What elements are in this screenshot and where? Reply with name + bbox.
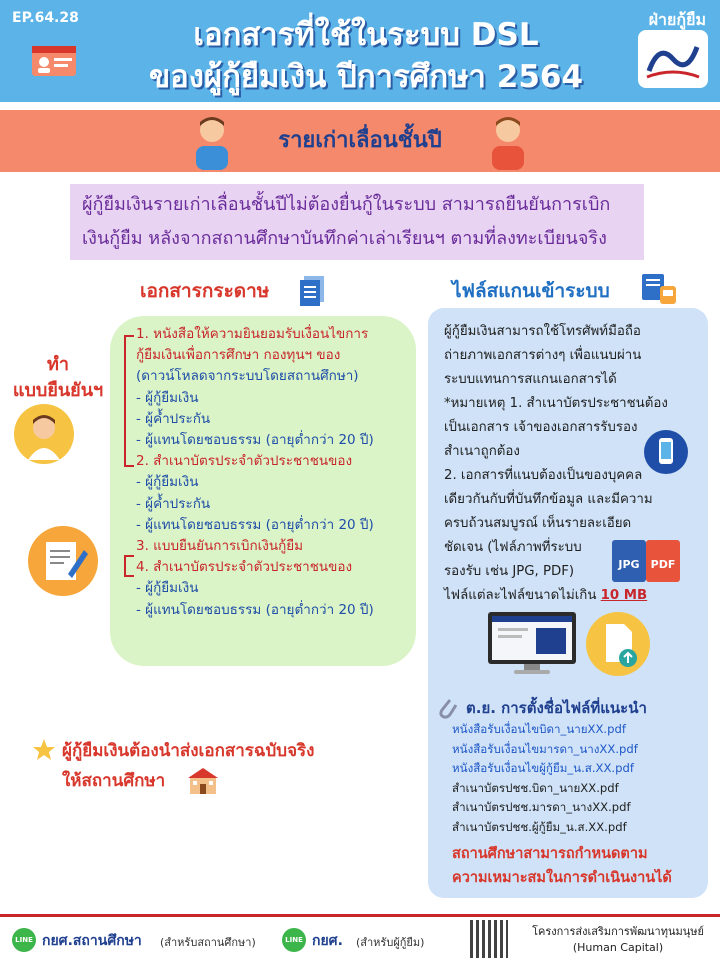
scanner-icon [638,270,678,306]
doc-list-item: กู้ยืมเงินเพื่อการศึกษา กองทุนฯ ของ [136,347,341,364]
file-naming-note [452,842,702,890]
id-card-icon [30,42,78,80]
scan-instruction-line: ระบบแทนการสแกนเอกสารได้ [444,372,617,387]
document-icon [296,274,328,308]
note-line-1: ผู้กู้ยืมเงินต้องนำส่งเอกสารฉบับจริง [62,741,315,761]
file-name-example: หนังสือรับเงื่อนไขบิดา_นายXX.pdf [452,722,626,736]
project-line-1: โครงการส่งเสริมการพัฒนาทุนมนุษย์ [532,925,704,938]
line-account-institution[interactable]: กยศ.สถานศึกษา [42,933,142,949]
doc-list-subitem: - ผู้กู้ยืมเงิน [136,389,199,406]
student-avatar-icon [190,114,234,170]
doc-list-subitem: - ผู้แทนโดยชอบธรรม (อายุต่ำกว่า 20 ปี) [136,601,374,618]
intro-line-2: เงินกู้ยืม หลังจากสถานศึกษาบันทึกค่าเล่าเรียนฯ ตามที่ลงทะเบียนจริง [82,228,607,249]
note-line-2: ให้สถานศึกษา [62,771,166,791]
confirm-label-line-2: แบบยืนยันฯ [12,380,104,401]
doc-list-subitem: - ผู้กู้ยืมเงิน [136,580,199,597]
doc-list-subitem: - ผู้ค้ำประกัน [136,495,211,512]
qr-code[interactable] [470,920,508,958]
logo-icon [643,37,703,81]
line-account-borrower-note: (สำหรับผู้กู้ยืม) [356,936,425,949]
bracket-line [124,335,134,467]
line-account-borrower[interactable]: กยศ. [312,933,343,949]
paperclip-icon [436,694,458,720]
file-name-example: หนังสือรับเงื่อนไขมารดา_นางXX.pdf [452,741,638,756]
naming-note-line-1: สถานศึกษาสามารถกำหนดตาม [452,846,648,862]
scan-instruction-line: สำเนาถูกต้อง [444,444,520,459]
footer-divider [0,914,720,917]
pdf-file-icon: PDF [646,540,680,582]
size-limit-text: ไฟล์แต่ละไฟล์ขนาดไม่เกิน [444,588,597,603]
scan-instruction-line: ครบถ้วนสมบูรณ์ เห็นรายละเอียด [444,516,632,531]
title-line-2: ของผู้กู้ยืมเงิน ปีการศึกษา 2564 [148,59,584,95]
doc-list-subitem: - ผู้ค้ำประกัน [136,410,211,427]
page-title [96,14,636,98]
subheader-title: รายเก่าเลื่อนชั้นปี [278,128,442,153]
organization-logo [638,30,708,88]
person-icon [14,404,74,464]
doc-list-item: 4. สำเนาบัตรประจำตัวประชาชนของ [136,559,353,576]
scan-files-heading: ไฟล์สแกนเข้าระบบ [452,280,610,302]
writing-icon [28,526,98,596]
file-name-example: หนังสือรับเงื่อนไขผู้กู้ยืม_น.ส.XX.pdf [452,761,634,776]
doc-list-subitem: - ผู้แทนโดยชอบธรรม (อายุต่ำกว่า 20 ปี) [136,432,374,449]
jpg-file-icon: JPG [612,540,646,582]
project-line-2: (Human Capital) [572,941,664,954]
doc-list-subitem: - ผู้แทนโดยชอบธรรม (อายุต่ำกว่า 20 ปี) [136,516,374,533]
paper-docs-heading: เอกสารกระดาษ [140,280,270,302]
project-label [520,924,716,956]
school-icon [186,766,220,796]
scan-instruction-line: เดียวกันกับที่บันทึกข้อมูล และมีความ [444,492,653,507]
file-naming-heading: ต.ย. การตั้งชื่อไฟล์ที่แนะนำ [466,699,647,717]
file-naming-examples [452,720,702,838]
file-name-example: สำเนาบัตรปชช.ผู้กู้ยืม_น.ส.XX.pdf [452,819,627,834]
scan-instruction-line: เป็นเอกสาร เจ้าของเอกสารรับรอง [444,420,638,435]
title-line-1: เอกสารที่ใช้ในระบบ DSL [193,17,539,53]
scan-instruction-line: ผู้กู้ยืมเงินสามารถใช้โทรศัพท์มือถือ [444,324,641,339]
bracket-line [124,555,134,577]
episode-code: EP.64.28 [12,10,79,26]
scan-instruction-line: 2. เอกสารที่แนบต้องเป็นของบุคคล [444,468,643,483]
doc-list-item: 3. แบบยืนยันการเบิกเงินกู้ยืม [136,538,304,555]
doc-list-item: 1. หนังสือให้ความยินยอมรับเงื่อนไขการ [136,326,369,342]
doc-list-item: 2. สำเนาบัตรประจำตัวประชาชนของ [136,453,353,470]
computer-monitor-icon [486,610,578,676]
student-avatar-icon [486,114,530,170]
confirm-label-line-1: ทำ [47,354,69,375]
subheader-bar [0,110,720,172]
intro-panel [70,184,644,260]
confirm-form-label [12,352,104,404]
line-app-icon[interactable]: LINE [282,928,306,952]
file-name-example: สำเนาบัตรปชช.มารดา_นางXX.pdf [452,800,631,815]
scan-instruction-line: รองรับ เช่น JPG, PDF) [444,564,575,579]
size-limit-line [444,584,694,608]
smartphone-icon [644,430,688,474]
doc-list-subitem: (ดาวน์โหลดจากระบบโดยสถานศึกษา) [136,368,359,385]
doc-list-subitem: - ผู้กู้ยืมเงิน [136,474,199,491]
size-limit-value: 10 MB [600,588,648,603]
scan-instruction-line: ถ่ายภาพเอกสารต่างๆ เพื่อแนบผ่าน [444,348,642,363]
naming-note-line-2: ความเหมาะสมในการดำเนินงานได้ [452,870,672,886]
paper-docs-list [136,324,416,621]
upload-file-icon [586,612,650,676]
intro-line-1: ผู้กู้ยืมเงินรายเก่าเลื่อนชั้นปีไม่ต้องยื่นกู้ในระบบ สามารถยืนยันการเบิก [82,194,611,215]
scan-instruction-line: ชัดเจน (ไฟล์ภาพที่ระบบ [444,540,582,555]
scan-instruction-line: *หมายเหตุ 1. สำเนาบัตรประชาชนต้อง [444,396,668,411]
line-account-institution-note: (สำหรับสถานศึกษา) [160,936,256,949]
line-app-icon[interactable]: LINE [12,928,36,952]
department-label: ฝ่ายกู้ยืม [648,10,706,29]
file-name-example: สำเนาบัตรปชช.บิดา_นายXX.pdf [452,780,619,795]
